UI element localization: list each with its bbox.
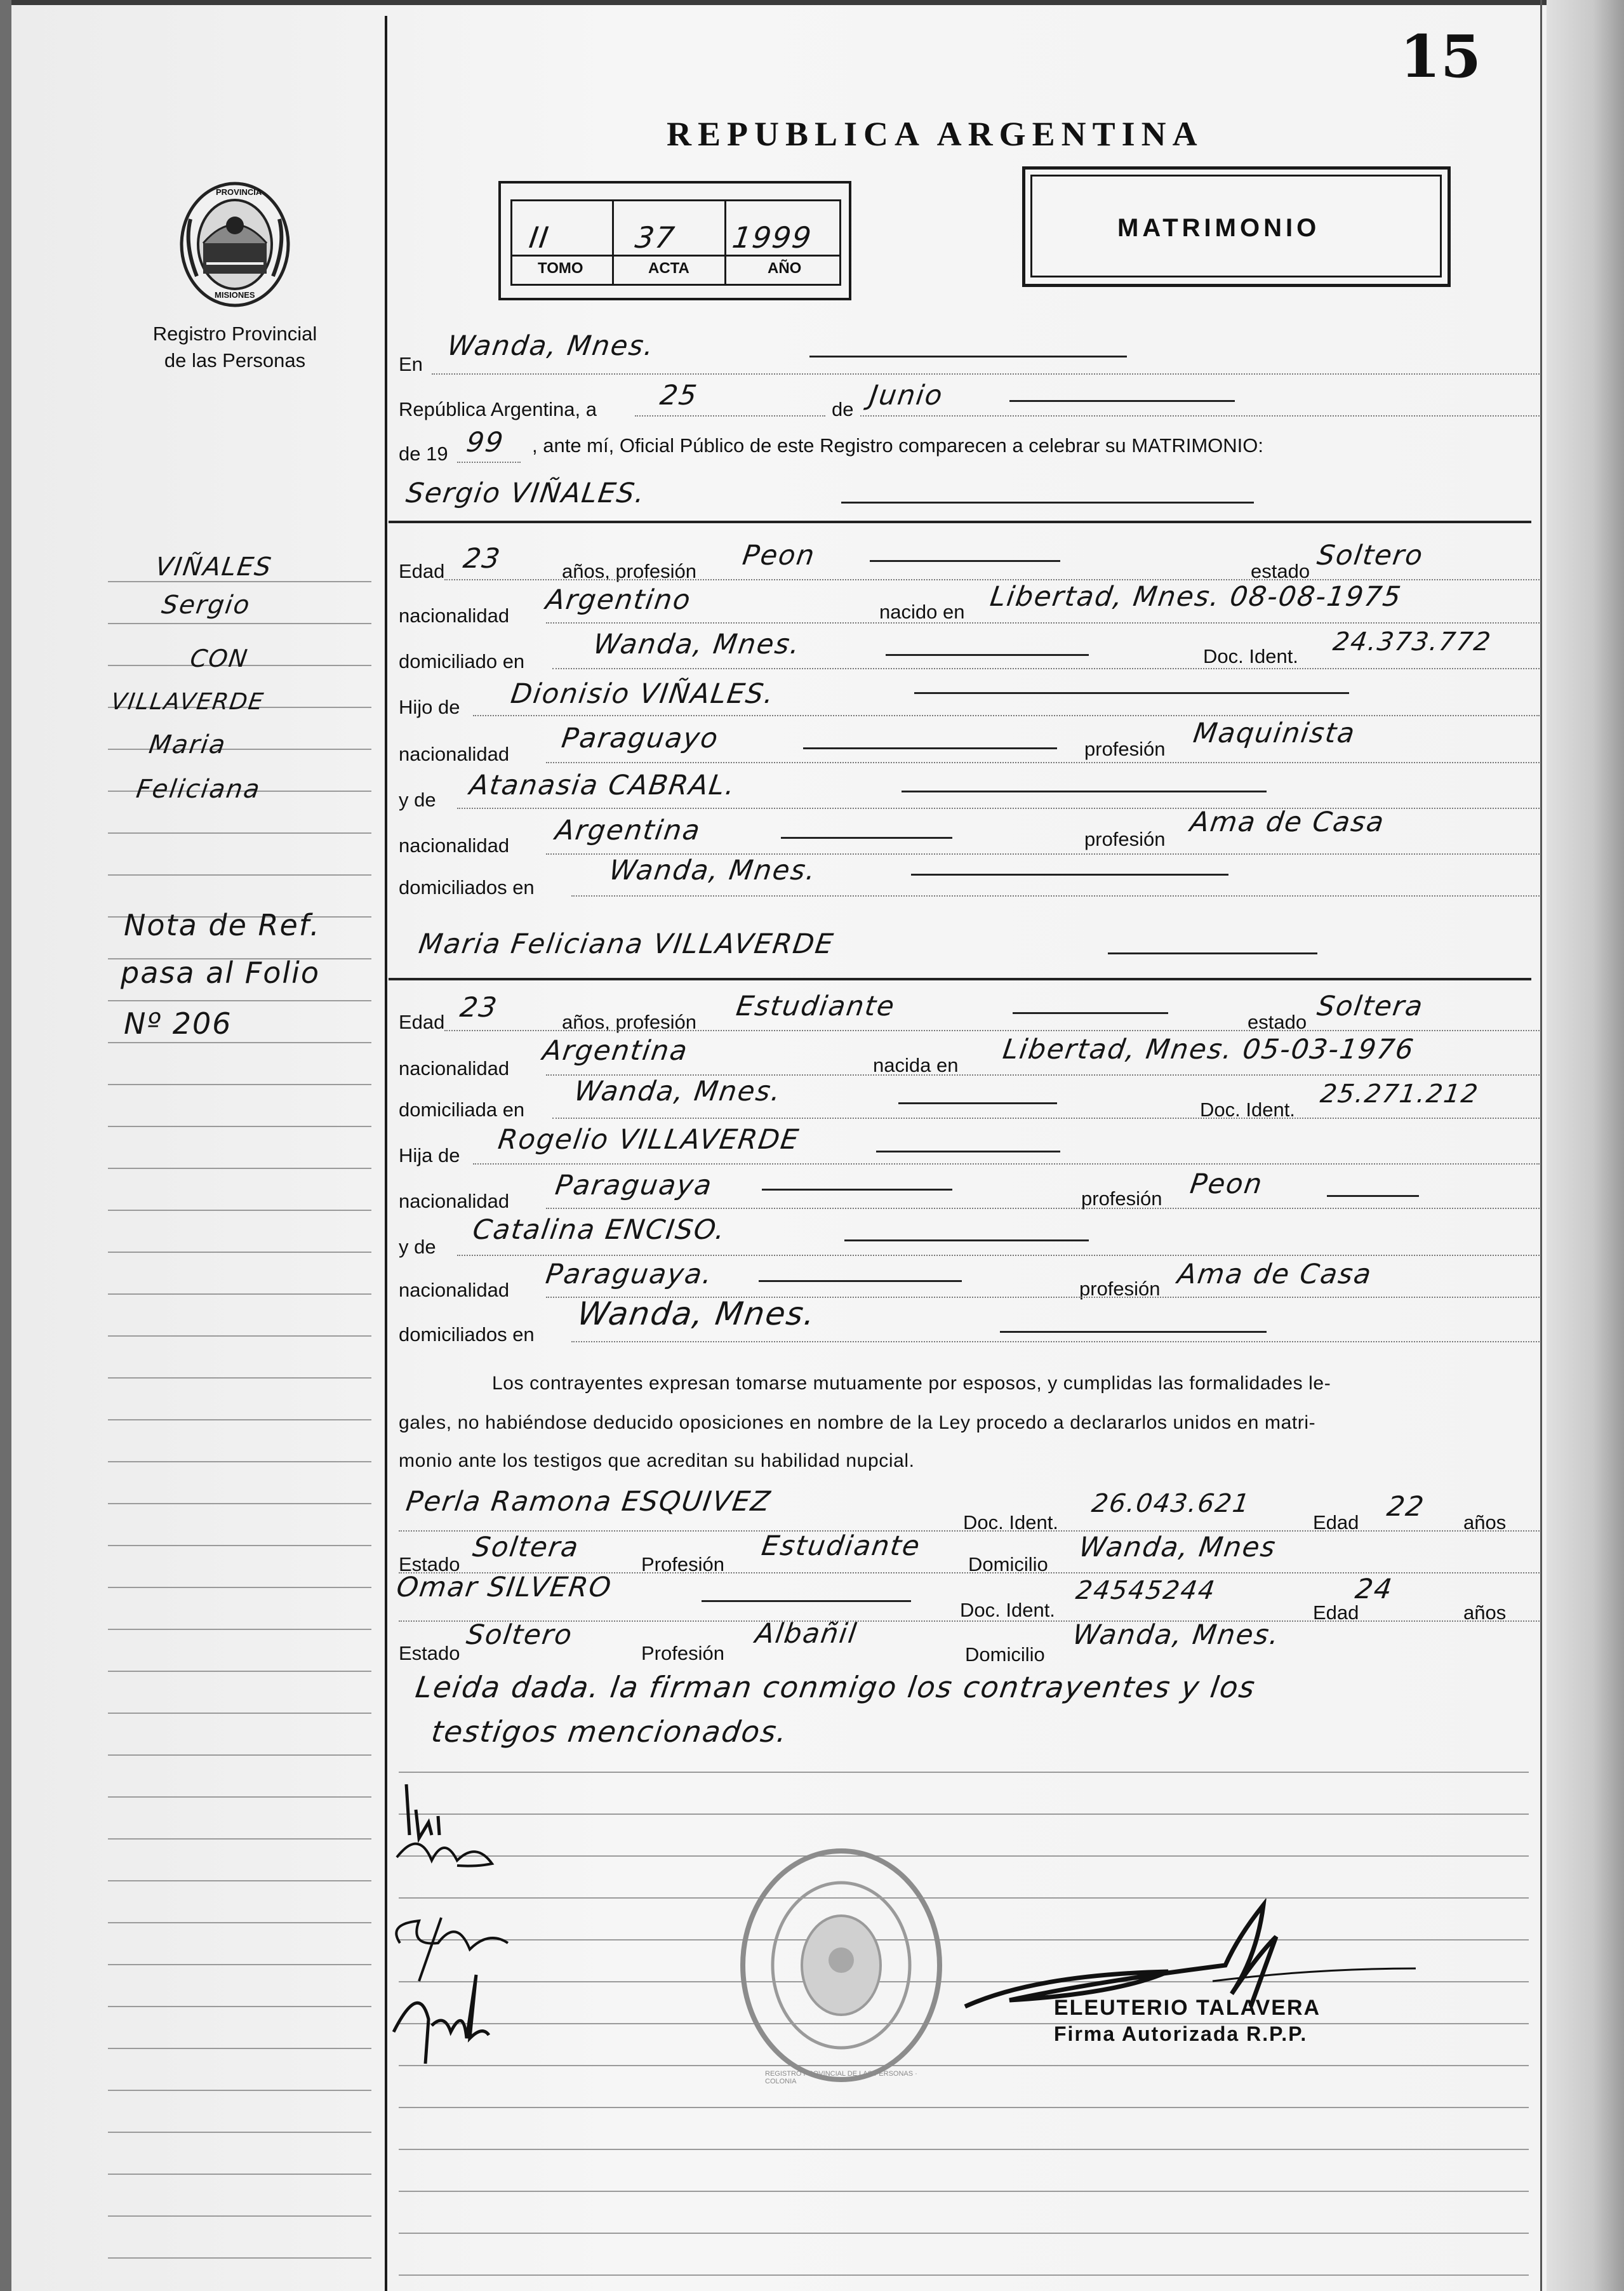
margin-rule-line bbox=[108, 1754, 371, 1756]
intro-statement: , ante mí, Oficial Público de este Registro comparecen a celebrar su MATRIMONIO: bbox=[532, 434, 1264, 457]
margin-rule-line bbox=[108, 2006, 371, 2007]
margin-rule-line bbox=[108, 1671, 371, 1672]
groom-estado-label: estado bbox=[1251, 560, 1310, 582]
de19-label: de 19 bbox=[399, 443, 448, 465]
witness2-estado: Soltero bbox=[464, 1619, 575, 1651]
witness1-prof-label: Profesión bbox=[641, 1553, 724, 1575]
margin-rule-line bbox=[108, 1168, 371, 1169]
margin-rule-line bbox=[108, 1838, 371, 1840]
bride-doc-label: Doc. Ident. bbox=[1200, 1099, 1295, 1121]
witness1-profesion: Estudiante bbox=[759, 1530, 923, 1562]
groom-name: Sergio VIÑALES. bbox=[404, 478, 648, 509]
witness1-domicilio: Wanda, Mnes bbox=[1077, 1532, 1279, 1563]
body-rule-line bbox=[399, 2274, 1529, 2276]
body-rule-line bbox=[399, 2149, 1529, 2150]
closing-line-1: Leida dada. la firman conmigo los contrayentes y los bbox=[413, 1670, 1258, 1704]
groom-domicilio: Wanda, Mnes. bbox=[591, 629, 803, 660]
groom-anos-label: años, profesión bbox=[562, 560, 696, 582]
tomo-label: TOMO bbox=[538, 260, 583, 277]
page-number: 15 bbox=[1400, 22, 1482, 91]
bride-nacionalidad: Argentina bbox=[540, 1035, 691, 1067]
margin-rule-line bbox=[108, 1126, 371, 1127]
acta-value: 37 bbox=[633, 220, 678, 255]
margin-name-3: CON bbox=[188, 645, 250, 672]
body-rule-line bbox=[399, 2191, 1529, 2192]
groom-nacionalidad: Argentino bbox=[543, 584, 693, 616]
witness2-domicilio: Wanda, Mnes. bbox=[1070, 1619, 1282, 1651]
right-rule bbox=[1540, 0, 1542, 2291]
margin-rule-line bbox=[108, 2048, 371, 2049]
margin-rule-line bbox=[108, 1293, 371, 1295]
margin-rule-line bbox=[108, 1964, 371, 1965]
country-title: REPUBLICA ARGENTINA bbox=[667, 115, 1204, 153]
margin-rule-line bbox=[108, 2257, 371, 2259]
bride-estado-label: estado bbox=[1248, 1011, 1307, 1033]
bride-father-nac: Paraguaya bbox=[553, 1170, 715, 1201]
official-name: ELEUTERIO TALAVERA bbox=[1054, 1996, 1321, 2020]
groom-edad: 23 bbox=[461, 543, 503, 575]
groom-father-prof: Maquinista bbox=[1191, 718, 1358, 749]
bride-parents-dom: Wanda, Mnes. bbox=[575, 1295, 818, 1332]
groom-estado: Soltero bbox=[1315, 540, 1426, 571]
registry-name: Registro Provincial de las Personas bbox=[152, 323, 317, 371]
bride-father-nac-label: nacionalidad bbox=[399, 1190, 510, 1212]
en-label: En bbox=[399, 353, 423, 375]
declaration-line-2: gales, no habiéndose deducido oposiciones en nombre de la Ley procedo a declararlos unidos en matri- bbox=[399, 1412, 1316, 1433]
bride-mother-prof-label: profesión bbox=[1079, 1278, 1161, 1300]
official-stamp bbox=[736, 1845, 946, 2086]
bride-parents-dom-label: domiciliados en bbox=[399, 1323, 535, 1346]
bride-anos-label: años, profesión bbox=[562, 1011, 696, 1033]
tomo-value: II bbox=[527, 220, 552, 255]
witness1-dom-label: Domicilio bbox=[968, 1553, 1048, 1575]
declaration-line-3: monio ante los testigos que acreditan su habilidad nupcial. bbox=[399, 1450, 915, 1471]
bride-father: Rogelio VILLAVERDE bbox=[496, 1124, 802, 1156]
margin-rule-line bbox=[108, 2090, 371, 2091]
margin-note-3: Nº 206 bbox=[124, 1006, 232, 1041]
act-type-box bbox=[1022, 166, 1451, 287]
witness2-prof-label: Profesión bbox=[641, 1642, 724, 1664]
witness2-dom-label: Domicilio bbox=[965, 1643, 1045, 1666]
groom-father-prof-label: profesión bbox=[1084, 738, 1166, 760]
witness1-doc-label: Doc. Ident. bbox=[963, 1511, 1058, 1533]
bride-hija-label: Hija de bbox=[399, 1144, 460, 1166]
bride-nac-label: nacionalidad bbox=[399, 1057, 510, 1079]
groom-father: Dionisio VIÑALES. bbox=[509, 678, 777, 710]
closing-line-2: testigos mencionados. bbox=[429, 1714, 790, 1749]
witness1-edad: 22 bbox=[1385, 1491, 1427, 1523]
witness2-edad-label: Edad bbox=[1313, 1601, 1359, 1624]
bride-mother-prof: Ama de Casa bbox=[1175, 1259, 1374, 1290]
margin-rule-line bbox=[108, 623, 371, 624]
signatures-left-icon bbox=[381, 1772, 546, 2089]
bride-yde-label: y de bbox=[399, 1236, 436, 1258]
witness2-edad: 24 bbox=[1353, 1573, 1395, 1605]
margin-rule-line bbox=[108, 749, 371, 750]
republica-label: República Argentina, a bbox=[399, 398, 597, 420]
de-label: de bbox=[832, 398, 854, 420]
groom-mother-prof-label: profesión bbox=[1084, 828, 1166, 850]
groom-father-nac-label: nacionalidad bbox=[399, 743, 510, 765]
bride-nacida-label: nacida en bbox=[873, 1054, 959, 1076]
margin-rule-line bbox=[108, 1922, 371, 1923]
margin-rule-line bbox=[108, 1880, 371, 1881]
groom-dom-label: domiciliado en bbox=[399, 650, 525, 672]
margin-note-1: Nota de Ref. bbox=[124, 908, 321, 942]
registry-stamp-icon bbox=[736, 1845, 946, 2086]
marriage-day: 25 bbox=[658, 380, 700, 411]
groom-father-nac: Paraguayo bbox=[559, 723, 721, 754]
groom-mother-prof: Ama de Casa bbox=[1188, 806, 1387, 838]
margin-rule-line bbox=[108, 1252, 371, 1253]
body-rule-line bbox=[399, 1813, 1529, 1815]
witness2-name: Omar SILVERO bbox=[394, 1572, 615, 1603]
margin-rule-line bbox=[108, 1713, 371, 1714]
margin-rule-line bbox=[108, 2132, 371, 2133]
seal-bottom-text: MISIONES bbox=[215, 290, 255, 300]
groom-yde-label: y de bbox=[399, 789, 436, 811]
body-rule-line bbox=[399, 2107, 1529, 2108]
margin-rule-line bbox=[108, 1545, 371, 1546]
witness1-anos-label: años bbox=[1463, 1511, 1507, 1533]
bride-mother: Catalina ENCISO. bbox=[470, 1214, 728, 1246]
witness2-doc: 24545244 bbox=[1074, 1576, 1218, 1605]
seal-top-text: PROVINCIA bbox=[216, 187, 262, 197]
groom-mother: Atanasia CABRAL. bbox=[467, 770, 738, 801]
seal-emblem-icon bbox=[178, 181, 292, 308]
margin-rule-line bbox=[108, 1796, 371, 1798]
declaration-line-1: Los contrayentes expresan tomarse mutuamente por esposos, y cumplidas las formalidades le- bbox=[492, 1373, 1331, 1394]
bride-dom-label: domiciliada en bbox=[399, 1099, 525, 1121]
bride-father-prof: Peon bbox=[1188, 1168, 1265, 1200]
margin-rule-line bbox=[108, 832, 371, 834]
bride-mother-nac: Paraguaya. bbox=[543, 1259, 715, 1290]
margin-rule-line bbox=[108, 2174, 371, 2175]
margin-name-2: Sergio bbox=[159, 591, 253, 620]
marriage-month: Junio bbox=[867, 380, 945, 411]
groom-doc-label: Doc. Ident. bbox=[1203, 645, 1298, 667]
witness1-edad-label: Edad bbox=[1313, 1511, 1359, 1533]
groom-nacido: Libertad, Mnes. 08-08-1975 bbox=[988, 581, 1404, 613]
witness2-doc-label: Doc. Ident. bbox=[960, 1599, 1055, 1621]
margin-rule-line bbox=[108, 2215, 371, 2217]
bride-edad: 23 bbox=[458, 992, 500, 1024]
witness1-estado: Soltera bbox=[470, 1532, 582, 1563]
bride-name: Maria Feliciana VILLAVERDE bbox=[416, 928, 836, 960]
margin-rule-line bbox=[108, 1461, 371, 1462]
groom-edad-label: Edad bbox=[399, 560, 445, 582]
act-type-label: MATRIMONIO bbox=[1117, 214, 1321, 242]
witness1-estado-label: Estado bbox=[399, 1553, 460, 1575]
margin-rule-line bbox=[108, 1210, 371, 1211]
margin-rule-line bbox=[108, 1503, 371, 1504]
margin-rule-line bbox=[108, 874, 371, 876]
margin-rule-line bbox=[108, 1629, 371, 1630]
groom-mother-nac-label: nacionalidad bbox=[399, 834, 510, 857]
groom-hijo-label: Hijo de bbox=[399, 696, 460, 718]
bride-estado: Soltera bbox=[1315, 991, 1426, 1022]
groom-doc: 24.373.772 bbox=[1331, 627, 1494, 657]
bride-father-prof-label: profesión bbox=[1081, 1187, 1162, 1210]
tomo-acta-box bbox=[498, 181, 851, 300]
witness1-name: Perla Ramona ESQUIVEZ bbox=[404, 1486, 773, 1518]
bride-nacida: Libertad, Mnes. 05-03-1976 bbox=[1001, 1034, 1417, 1065]
marriage-place: Wanda, Mnes. bbox=[445, 330, 657, 362]
witness1-doc: 26.043.621 bbox=[1089, 1489, 1253, 1518]
margin-rule-line bbox=[108, 1335, 371, 1337]
stamp-text: REGISTRO PROVINCIAL DE LAS PERSONAS · COLONIA bbox=[765, 2070, 917, 2085]
groom-nacido-label: nacido en bbox=[879, 601, 965, 623]
margin-rule-line bbox=[108, 1000, 371, 1001]
scan-left-edge bbox=[0, 0, 11, 2291]
margin-rule-line bbox=[108, 1419, 371, 1420]
witness2-anos-label: años bbox=[1463, 1601, 1507, 1624]
groom-parents-dom: Wanda, Mnes. bbox=[607, 855, 819, 886]
bride-edad-label: Edad bbox=[399, 1011, 445, 1033]
witness2-profesion: Albañil bbox=[753, 1618, 860, 1650]
margin-note-2: pasa al Folio bbox=[121, 956, 321, 990]
page-edge-strip bbox=[1547, 0, 1624, 2291]
groom-profesion: Peon bbox=[740, 540, 818, 571]
bride-mother-nac-label: nacionalidad bbox=[399, 1279, 510, 1301]
margin-rule-line bbox=[108, 1084, 371, 1085]
body-rule-line bbox=[399, 2233, 1529, 2234]
groom-nac-label: nacionalidad bbox=[399, 604, 510, 627]
body-rule-line bbox=[399, 1772, 1529, 1773]
margin-name-1: VIÑALES bbox=[153, 552, 274, 582]
margin-rule-line bbox=[108, 1377, 371, 1379]
witness2-estado-label: Estado bbox=[399, 1642, 460, 1664]
ano-label: AÑO bbox=[768, 260, 802, 277]
provincial-seal bbox=[178, 181, 292, 308]
ano-value: 1999 bbox=[730, 220, 815, 255]
bride-doc: 25.271.212 bbox=[1318, 1079, 1481, 1109]
marriage-year: 99 bbox=[464, 427, 507, 458]
body-rule-line bbox=[399, 1855, 1529, 1857]
margin-name-5: Maria bbox=[147, 730, 229, 759]
margin-name-4: VILLAVERDE bbox=[109, 689, 266, 715]
margin-rule-line bbox=[108, 1587, 371, 1588]
bride-domicilio: Wanda, Mnes. bbox=[572, 1076, 784, 1107]
bride-profesion: Estudiante bbox=[734, 991, 898, 1022]
margin-name-6: Feliciana bbox=[134, 775, 263, 804]
body-rule-line bbox=[399, 2065, 1529, 2066]
groom-parents-dom-label: domiciliados en bbox=[399, 876, 535, 898]
margin-rule-line bbox=[108, 1042, 371, 1043]
official-title: Firma Autorizada R.P.P. bbox=[1054, 2022, 1308, 2045]
groom-mother-nac: Argentina bbox=[553, 815, 703, 846]
acta-label: ACTA bbox=[648, 260, 689, 277]
